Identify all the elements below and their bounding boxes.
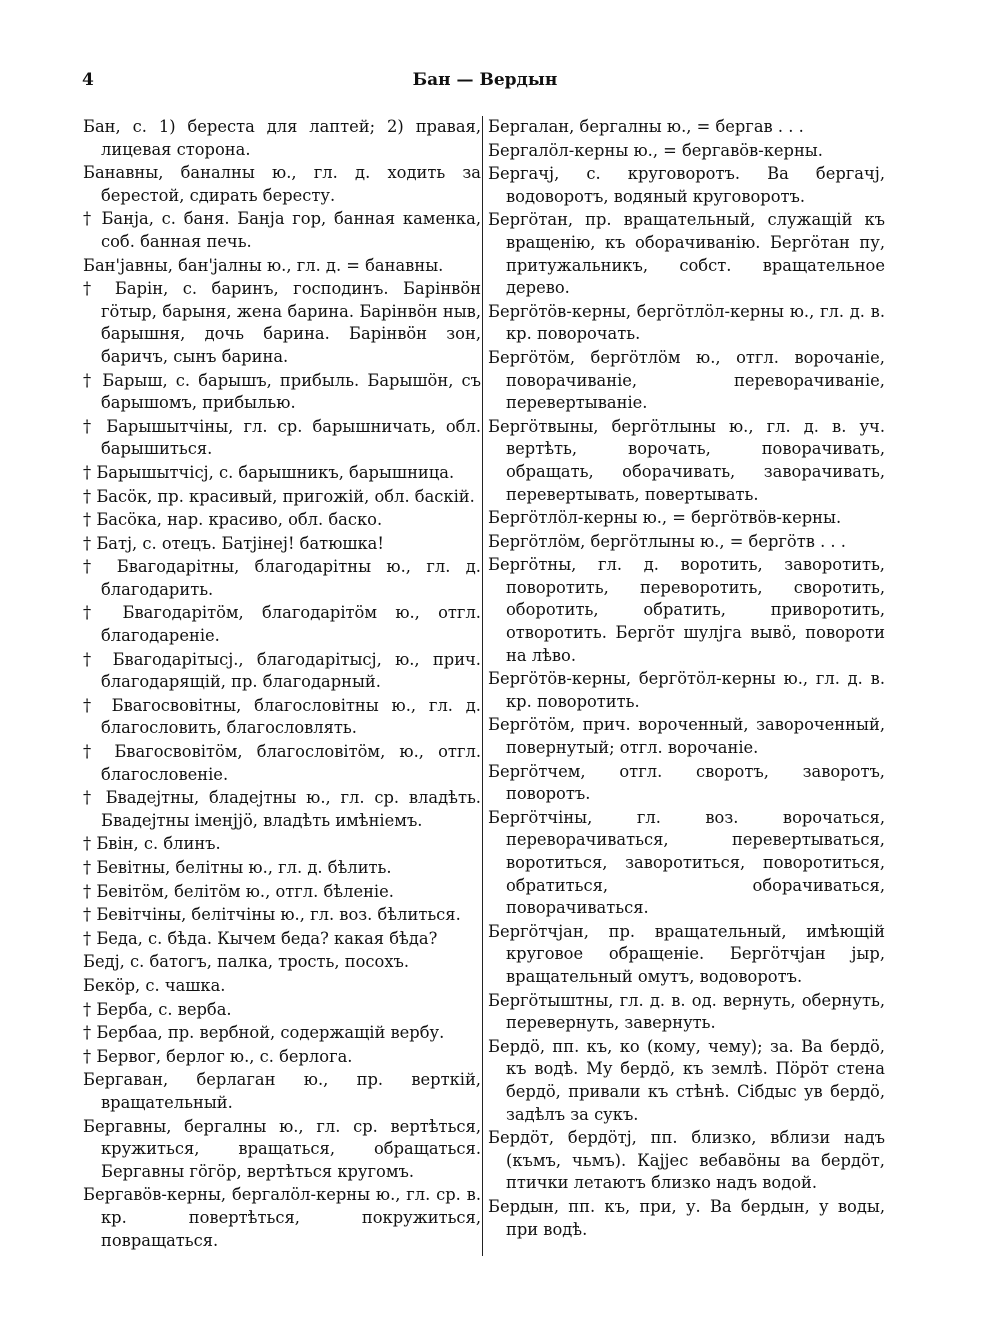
dictionary-entry: † Барышытчісј, с. барышникъ, барышница. bbox=[83, 462, 455, 482]
dictionary-entry: Бергӧтлӧм, бергӧтлыны ю., = бергӧтв . . . bbox=[488, 531, 846, 551]
dictionary-entry: Бекӧр, с. чашка. bbox=[83, 975, 226, 995]
dictionary-entry: † Бвагодарітысј., благодарітысј, ю., прич. благодарящій, пр. благодарный. bbox=[83, 649, 481, 692]
dictionary-entry: Бердӧ, пп. къ, ко (кому, чему); за. Ва бердӧ, къ водѣ. Му бердӧ, къ землѣ. Пӧрӧт стена бердӧ, привали къ стѣнѣ. Сібдыс ув бердӧ, задѣлъ за сукъ. bbox=[488, 1036, 885, 1124]
dictionary-entry: † Барін, с. баринъ, господинъ. Барінвӧн гӧтыр, барыня, жена барина. Барінвӧн ныв, барышня, дочь барина. Барінвӧн зон, баричъ, сынъ барина. bbox=[83, 279, 481, 366]
running-head: Бан — Вердын bbox=[412, 70, 558, 90]
dictionary-entry: Бергӧтӧм, бергӧтлӧм ю., отгл. ворочаніе, поворачиваніе, переворачиваніе, перевертываніе. bbox=[488, 347, 885, 413]
dictionary-entry: Бан, с. 1) береста для лаптей; 2) правая, лицевая сторона. bbox=[83, 117, 481, 159]
dictionary-entry: Бергалан, бергалны ю., = бергав . . . bbox=[488, 117, 804, 136]
left-column bbox=[83, 116, 481, 1253]
dictionary-entry: Бергалӧл-керны ю., = бергавӧв-керны. bbox=[488, 140, 823, 160]
dictionary-entry: Бергӧтчем, отгл. своротъ, заворотъ, поворотъ. bbox=[488, 761, 885, 804]
dictionary-entry: † Батј, с. отецъ. Батјінеј! батюшка! bbox=[83, 533, 384, 553]
dictionary-entry: Бергӧтӧм, прич. вороченный, завороченный, повернутый; отгл. ворочаніе. bbox=[488, 715, 885, 758]
dictionary-entry: † Бвагосвовітӧм, благословітӧм, ю., отгл. благословеніе. bbox=[83, 742, 481, 784]
dictionary-entry: Бергӧтӧв-керны, бергӧтлӧл-керны ю., гл. д. в. кр. поворочать. bbox=[488, 301, 885, 344]
dictionary-entry: Бергӧтан, пр. вращательный, служащій къ вращенію, къ оборачиванію. Бергӧтан пу, притужальникъ, собст. вращательное дерево. bbox=[488, 210, 885, 298]
dictionary-entry: Бергӧтчіны, гл. воз. ворочаться, переворачиваться, перевертываться, воротиться, заворотиться, поворотиться, обратиться, оборачиваться, поворачиваться. bbox=[488, 807, 885, 918]
dictionary-entry: Бергӧтыштны, гл. д. в. од. вернуть, обернуть, перевернуть, завернуть. bbox=[488, 990, 885, 1033]
dictionary-entry: Бердӧт, бердӧтј, пп. близко, вблизи надъ (къмъ, чьмъ). Кајјес вебавӧны ва бердӧт, птички летаютъ близко надъ водой. bbox=[488, 1128, 885, 1193]
right-column bbox=[488, 116, 885, 1242]
dictionary-entry: † Банја, с. баня. Банја гор, банная каменка, соб. банная печь. bbox=[83, 209, 481, 251]
dictionary-entry: † Барышытчіны, гл. ср. барышничать, обл. барышиться. bbox=[83, 416, 481, 459]
dictionary-entry: Бергавӧв-керны, бергалӧл-керны ю., гл. ср. в. кр. повертѣться, покружиться, повращаться. bbox=[83, 1185, 481, 1250]
dictionary-entry: Бердын, пп. къ, при, у. Ва бердын, у воды, при водѣ. bbox=[488, 1196, 885, 1239]
page-header bbox=[82, 70, 888, 100]
dictionary-entry: † Бвагосвовітны, благословітны ю., гл. д. благословить, благословлять. bbox=[83, 695, 481, 738]
dictionary-entry: † Берба, с. верба. bbox=[83, 999, 232, 1019]
dictionary-entry: Банавны, баналны ю., гл. д. ходить за берестой, сдирать бересту. bbox=[83, 163, 481, 205]
dictionary-entry: Бергӧтны, гл. д. воротить, заворотить, поворотить, переворотить, своротить, оборотить, обратить, привoротить, отворотить. Бергӧт шулјга вывӧ, поворoти на лѣво. bbox=[488, 555, 885, 665]
dictionary-entry: † Бвагодарітны, благодарітны ю., гл. д. благодарить. bbox=[83, 557, 481, 599]
dictionary-entry: † Бербаа, пр. вербной, содержащій вербу. bbox=[83, 1023, 445, 1043]
page-number: 4 bbox=[82, 70, 94, 90]
dictionary-entry: † Бвін, с. блинъ. bbox=[83, 834, 221, 854]
dictionary-entry: Бергавны, бергалны ю., гл. ср. вертѣться, кружиться, вращаться, обращаться. Бергавны гӧгӧр, вертѣться кругомъ. bbox=[83, 1116, 481, 1181]
dictionary-entry: Бан'јавны, бан'јалны ю., гл. д. = банавны. bbox=[83, 255, 444, 275]
dictionary-entry: † Басӧка, нар. красиво, обл. баско. bbox=[83, 510, 383, 530]
dictionary-entry: † Басӧк, пр. красивый, пригожій, обл. баскій. bbox=[83, 486, 475, 506]
dictionary-entry: Бергачј, с. круговоротъ. Ва бергачј, водоворотъ, водяный круговоротъ. bbox=[488, 164, 885, 206]
dictionary-entry: Бедј, с. батогъ, палка, трость, посохъ. bbox=[83, 952, 410, 972]
dictionary-entry: † Барыш, с. барышъ, прибыль. Барышӧн, съ барышомъ, прибылью. bbox=[83, 370, 481, 413]
dictionary-entry: Бергӧтлӧл-керны ю., = бергӧтвӧв-керны. bbox=[488, 508, 842, 528]
dictionary-entry: † Бевітӧм, белітӧм ю., отгл. бѣленіе. bbox=[83, 881, 394, 901]
column-divider bbox=[482, 116, 483, 1256]
dictionary-entry: † Беда, с. бѣда. Кычем беда? какая бѣда? bbox=[83, 928, 438, 948]
dictionary-entry: Бергӧтӧв-керны, бергӧтӧл-керны ю., гл. д. в. кр. поворотить. bbox=[488, 669, 885, 711]
dictionary-entry: † Бвадејтны, бладејтны ю., гл. ср. владѣть. Бвадејтны іменјјӧ, владѣть имѣніемъ. bbox=[83, 788, 481, 830]
dictionary-entry: † Бевітчіны, белітчіны ю., гл. воз. бѣлиться. bbox=[83, 905, 461, 925]
dictionary-entry: Бергӧтчјан, пр. вращательный, имѣющій круговое обращеніе. Бергӧтчјан јыр, вращательный омутъ, водоворотъ. bbox=[488, 921, 885, 986]
dictionary-entry: Бергаван, берлаган ю., пр. верткій, вращательный. bbox=[83, 1070, 481, 1112]
dictionary-entry: † Бвагодарітӧм, благодарітӧм ю., отгл. благодареніе. bbox=[83, 603, 481, 646]
dictionary-entry: Бергӧтвыны, бергӧтлыны ю., гл. д. в. уч. вертѣть, ворочать, поворачивать, обращать, оборачивать, заворачивать, перевертывать, повертывать. bbox=[488, 416, 885, 504]
dictionary-entry: † Бевітны, белітны ю., гл. д. бѣлить. bbox=[83, 858, 392, 877]
dictionary-entry: † Бервог, берлог ю., с. берлога. bbox=[83, 1046, 353, 1066]
